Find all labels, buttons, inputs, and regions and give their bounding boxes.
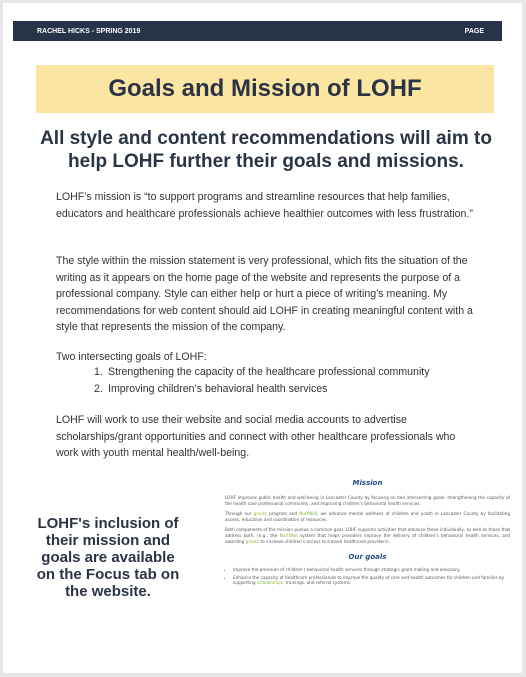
focus-tab-callout: LOHF's inclusion of their mission and goals are available on the Focus tab on the website. [36, 515, 180, 600]
nurtwell-link[interactable]: NurtWell [279, 532, 298, 538]
text-segment: Enhance the capacity of healthcare professionals to improve the quality of care and health outcomes for children and families by supporting [233, 574, 505, 586]
closing-paragraph: LOHF will work to use their website and social media accounts to advertise scholarships/grant opportunities and connect with other healthcare professionals who work with youth mental health/well-being. [56, 414, 456, 459]
nurtwell-link[interactable]: NurtWell [299, 511, 318, 517]
our-goals-heading: Our goals [348, 553, 387, 562]
text-segment: system that helps providers improve the delivery of children's behavioral health services, and awarding [225, 532, 510, 544]
page-subtitle: All style and content recommendations will aim to help LOHF further their goals and missions. [40, 128, 492, 172]
text-segment: to increase children's access to trained healthcare providers). [259, 538, 390, 544]
text-segment: Through our [225, 511, 254, 517]
text-segment: , we advance mental wellness of children and youth in Lancaster County by facilitating access, education and coordination of resources. [225, 511, 510, 522]
list-item [94, 381, 514, 398]
list-item-text: Strengthening the capacity of the healthcare professional community [108, 366, 430, 378]
header-author-term: RACHEL HICKS - SPRING 2019 [37, 27, 141, 35]
mission-text [225, 527, 510, 544]
list-item-number: 2. [94, 382, 103, 395]
list-item-text: Improving children’s behavioral health services [108, 382, 328, 395]
list-item [233, 575, 510, 586]
mission-quote-paragraph: LOHF’s mission is “to support programs and streamline resources that help families, educators and healthcare professionals achieve healthier outcomes with less frustration.” [56, 191, 473, 220]
our-goals-list [225, 567, 510, 586]
grants-link[interactable]: grants [253, 511, 268, 517]
header-page-label: PAGE [464, 27, 484, 35]
mission-heading: Mission [352, 479, 383, 487]
document-page [3, 3, 522, 673]
title-highlight-box [36, 65, 494, 113]
scholarships-link[interactable]: scholarships [256, 580, 283, 586]
text-segment: , trainings, and referral systems. [282, 580, 352, 586]
page-title: Goals and Mission of LOHF [108, 75, 422, 102]
page-header-bar [13, 21, 502, 41]
list-item-number: 1. [94, 366, 103, 378]
mission-text [225, 511, 510, 522]
goals-intro-paragraph: Two intersecting goals of LOHF: [56, 351, 207, 363]
list-item [94, 364, 514, 381]
style-paragraph: The style within the mission statement is very professional, which fits the situation of the writing as it appears on the home page of the website and represents the purpose of a professional company. Style can either help or hurt a piece of writing’s meaning. My recommendations for web content should aid LOHF in creating meaningful content with a style that represents the mission of the company. [56, 255, 473, 333]
grants-link[interactable]: grants [245, 538, 260, 544]
mission-text: LOHF improves public health and well-being in Lancaster County by focusing on two intersecting goals: strengthening the capacity of the health care professional community, and improving children's behavioral health services. [225, 495, 510, 506]
text-segment: Both components of the mission pursue a common goal. LOHF supports activities that advance these individually, as well as those that address both, (e.g., the [225, 527, 510, 538]
mission-screenshot [225, 473, 510, 663]
text-segment: program and [267, 511, 300, 517]
list-item: • Improve the provision of children's behavioral health services through strategic grant making and advocacy. [233, 567, 510, 573]
goals-list [56, 364, 514, 397]
